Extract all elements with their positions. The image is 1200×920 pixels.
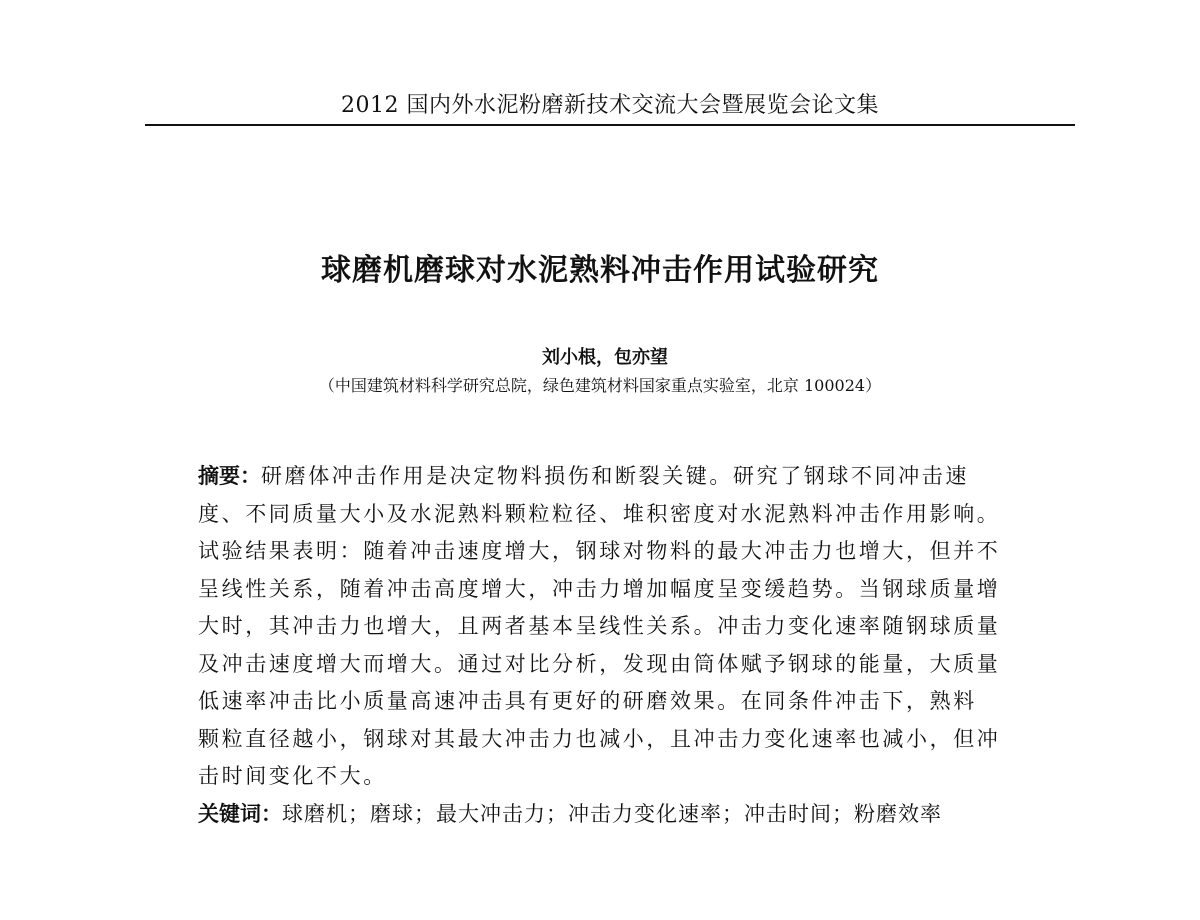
affiliation: （中国建筑材料科学研究总院，绿色建筑材料国家重点实验室，北京 100024） bbox=[318, 376, 882, 395]
abstract-section bbox=[198, 458, 1018, 833]
abstract-line: 度、不同质量大小及水泥熟料颗粒粒径、堆积密度对水泥熟料冲击作用影响。 bbox=[198, 501, 1001, 526]
keywords-label: 关键词： bbox=[198, 801, 282, 826]
abstract-label: 摘要： bbox=[198, 464, 261, 488]
running-header: 2012 国内外水泥粉磨新技术交流大会暨展览会论文集 bbox=[341, 93, 879, 118]
abstract-line: 低速率冲击比小质量高速冲击具有更好的研磨效果。在同条件冲击下，熟料 bbox=[198, 689, 977, 713]
abstract-line: 试验结果表明：随着冲击速度增大，钢球对物料的最大冲击力也增大，但并不 bbox=[198, 539, 1001, 563]
abstract-line: 击时间变化不大。 bbox=[198, 764, 387, 788]
abstract-line: 及冲击速度增大而增大。通过对比分析，发现由筒体赋予钢球的能量，大质量 bbox=[198, 651, 1001, 676]
abstract-line: 颗粒直径越小，钢球对其最大冲击力也减小，且冲击力变化速率也减小，但冲 bbox=[198, 726, 1001, 751]
abstract-line bbox=[198, 458, 1018, 496]
paper-title: 球磨机磨球对水泥熟料冲击作用试验研究 bbox=[321, 253, 879, 288]
abstract-text: 研磨体冲击作用是决定物料损伤和断裂关键。研究了钢球不同冲击速 bbox=[261, 464, 969, 488]
keywords-text: 球磨机；磨球；最大冲击力；冲击力变化速率；冲击时间；粉磨效率 bbox=[282, 801, 942, 826]
keywords-line bbox=[198, 796, 1018, 834]
authors: 刘小根，包亦望 bbox=[542, 347, 668, 368]
abstract-line: 呈线性关系，随着冲击高度增大，冲击力增加幅度呈变缓趋势。当钢球质量增 bbox=[198, 576, 1001, 601]
header-rule bbox=[145, 124, 1075, 126]
abstract-line: 大时，其冲击力也增大，且两者基本呈线性关系。冲击力变化速率随钢球质量 bbox=[198, 614, 1001, 638]
